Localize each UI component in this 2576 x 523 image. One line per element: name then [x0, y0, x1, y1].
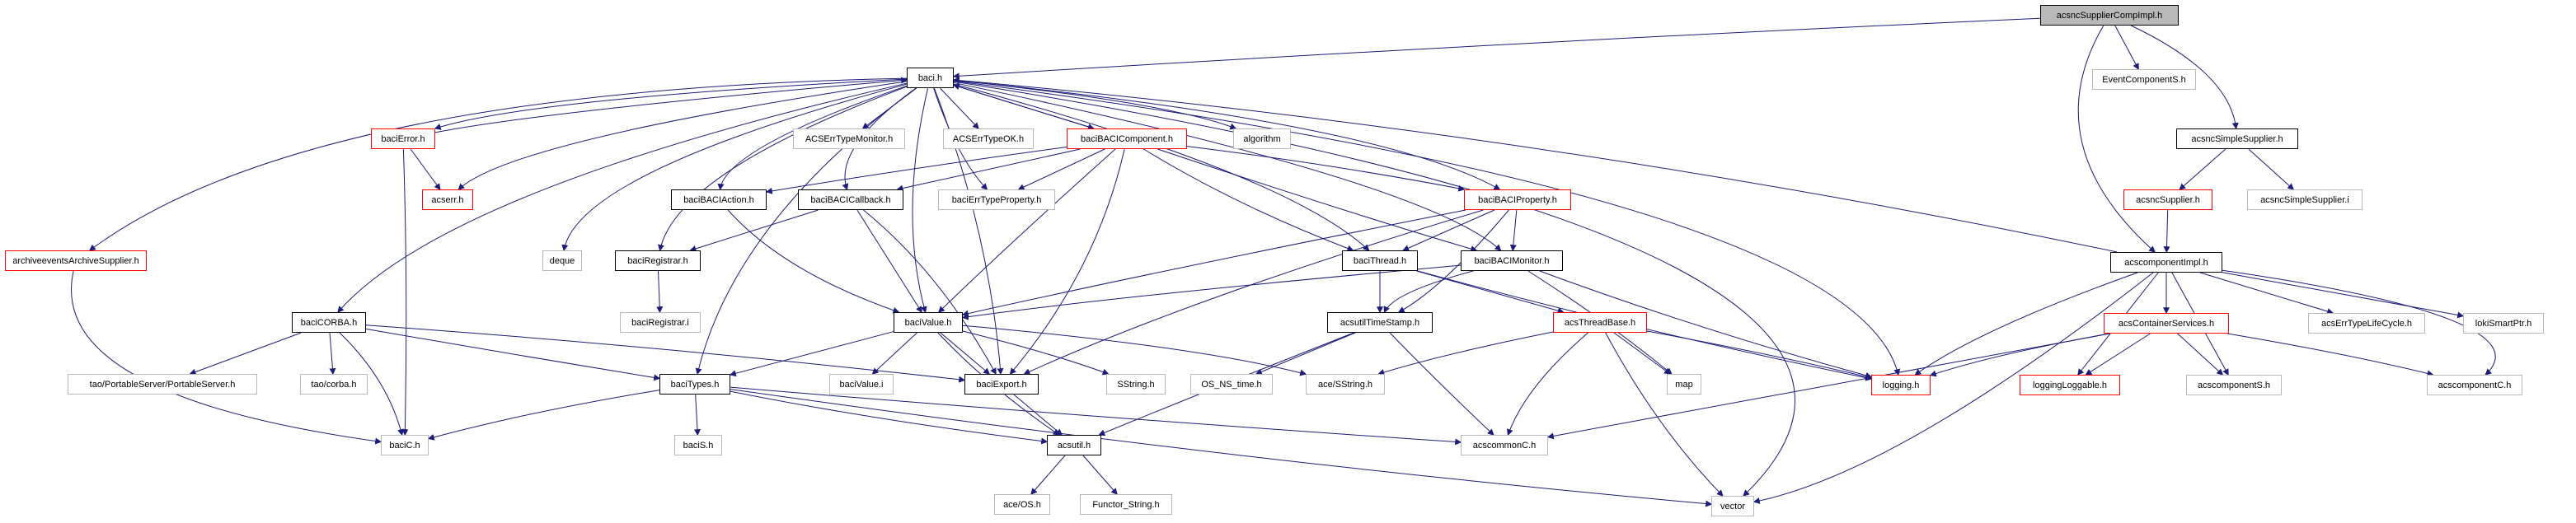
node-bacitypes-h[interactable] — [659, 374, 730, 395]
node-acscomponentc-h — [2427, 375, 2522, 395]
node-label: baciBACIMonitor.h — [1474, 255, 1550, 266]
node-label: acsncSupplierCompImpl.h — [2056, 10, 2163, 21]
node-acscomponentimpl-h[interactable] — [2110, 252, 2222, 273]
edge-baci-h-to-bacivalue-h — [913, 88, 928, 312]
node-logging-h[interactable] — [1871, 375, 1931, 395]
node-label: acsutil.h — [1057, 440, 1091, 451]
edge-acsncsuppliercompimpl-h-to-acscomponentimpl-h — [2078, 26, 2155, 252]
node-label: baciTypes.h — [670, 379, 720, 390]
node-bacierror-h[interactable] — [371, 128, 435, 149]
edge-bacibacicomponent-h-to-bacierrtypeproperty-h — [1019, 149, 1105, 189]
node-label: baciError.h — [381, 133, 425, 144]
edge-bacitypes-h-to-vector — [730, 390, 1711, 505]
edge-acscomponentimpl-h-to-baci-h — [951, 80, 2117, 252]
node-bacivalue-i — [829, 374, 894, 395]
node-label: Functor_String.h — [1092, 499, 1160, 510]
edge-acsncsimplesupplier-h-to-acsncsupplier-h — [2180, 149, 2226, 189]
node-bacibacicomponent-h[interactable] — [1067, 128, 1187, 149]
node-label: acsncSupplier.h — [2136, 194, 2200, 205]
node-label: algorithm — [1243, 133, 1281, 144]
node-functor-string-h — [1080, 494, 1172, 515]
edge-bacibacicomponent-h-to-bacivalue-h — [939, 149, 1115, 312]
edge-bacivalue-h-to-ace-sstring-h — [963, 325, 1306, 374]
node-label: baciValue.h — [904, 317, 952, 328]
edge-bacivalue-h-to-bacivalue-i — [873, 333, 917, 374]
node-label: tao/corba.h — [311, 379, 357, 390]
edge-baci-h-to-bacibaciproperty-h — [954, 80, 1499, 189]
edge-bacibacicallback-h-to-baciexport-h — [863, 210, 996, 374]
node-label: baciS.h — [683, 440, 714, 451]
node-acscomponents-h — [2186, 375, 2282, 395]
edge-bacicorba-h-to-tao-portableserver-portableserver-h — [190, 333, 302, 374]
node-label: acscomponentImpl.h — [2124, 257, 2208, 268]
node-baciexport-h[interactable] — [964, 374, 1039, 395]
node-bacibacimonitor-h[interactable] — [1461, 250, 1563, 271]
node-acserrtypeok-h — [943, 128, 1034, 149]
node-algorithm — [1233, 128, 1291, 149]
node-label: acsncSimpleSupplier.i — [2260, 194, 2349, 205]
edge-bacivalue-h-to-baciexport-h — [941, 333, 989, 374]
edge-acsthreadbase-h-to-ace-sstring-h — [1378, 332, 1553, 374]
edge-baci-h-to-algorithm — [954, 80, 1236, 128]
edge-acscontainerservices-h-to-acscomponents-h — [2178, 334, 2223, 375]
edge-bacibacicomponent-h-to-bacibacicallback-h — [898, 149, 1081, 189]
node-label: acsutilTimeStamp.h — [1340, 317, 1420, 328]
node-tao-portableserver-portableserver-h — [68, 374, 257, 395]
node-archiveeventsarchivesupplier-h[interactable] — [5, 250, 147, 271]
edge-bacierror-h-to-baci-h — [435, 80, 907, 133]
node-label: lokiSmartPtr.h — [2475, 318, 2532, 329]
edge-acsncsuppliercompimpl-h-to-baci-h — [954, 18, 2040, 76]
node-label: baciRegistrar.i — [631, 317, 689, 328]
edge-acsncsupplier-h-to-acscomponentimpl-h — [2166, 210, 2167, 252]
node-label: OS_NS_time.h — [1201, 379, 1262, 390]
edge-baci-h-to-acserrtypeok-h — [940, 88, 978, 128]
edge-acsutiltimestamp-h-to-os-ns-time-h — [1256, 333, 1355, 374]
edge-bacibacicallback-h-to-baciregistrar-h — [691, 210, 819, 250]
edge-acsthreadbase-h-to-map — [1614, 333, 1670, 374]
node-label: logging.h — [1882, 380, 1920, 390]
node-baciregistrar-i — [620, 312, 701, 333]
node-label: ace/OS.h — [1003, 499, 1041, 510]
node-acserrtypelifecycle-h — [2308, 313, 2425, 334]
node-label: vector — [1720, 501, 1745, 511]
edge-baci-h-to-baciregistrar-h — [660, 86, 907, 250]
node-label: baciThread.h — [1353, 255, 1407, 266]
edge-acsutil-h-to-ace-os-h — [1031, 455, 1065, 494]
node-label: baciBACIProperty.h — [1478, 194, 1557, 205]
node-acscommonc-h — [1461, 435, 1548, 455]
node-acsncsimplesupplier-h[interactable] — [2176, 128, 2298, 149]
node-vector — [1711, 496, 1754, 516]
node-sstring-h — [1106, 374, 1166, 395]
node-label: acserr.h — [431, 194, 464, 205]
node-baci-h[interactable] — [907, 68, 954, 88]
edge-bacibacicomponent-h-to-bacithread-h — [1143, 149, 1353, 250]
edge-baciregistrar-h-to-baciregistrar-i — [659, 271, 660, 312]
node-acscontainerservices-h[interactable] — [2104, 313, 2229, 334]
edge-bacivalue-h-to-bacitypes-h — [730, 332, 894, 375]
edge-acscontainerservices-h-to-acscomponentc-h — [2227, 334, 2433, 375]
edge-archiveeventsarchivesupplier-h-to-bacic-h — [72, 271, 381, 441]
node-label: baciC.h — [389, 440, 420, 451]
node-label: baciBACICallback.h — [810, 194, 891, 205]
node-label: EventComponentS.h — [2102, 74, 2186, 85]
node-label: acscomponentS.h — [2197, 380, 2271, 390]
edge-bacicorba-h-to-tao-corba-h — [330, 333, 333, 374]
edge-acscomponentimpl-h-to-lokismartptr-h — [2222, 273, 2463, 316]
edge-bacitypes-h-to-acsutil-h — [730, 391, 1047, 441]
node-label: acscomponentC.h — [2438, 380, 2512, 390]
edge-bacibaciproperty-h-to-bacibacimonitor-h — [1513, 210, 1517, 250]
node-bacicorba-h[interactable] — [292, 312, 366, 333]
node-label: acsncSimpleSupplier.h — [2191, 133, 2283, 144]
edge-bacitypes-h-to-acscommonc-h — [730, 387, 1461, 442]
edge-acsutil-h-to-functor-string-h — [1083, 455, 1117, 494]
node-os-ns-time-h — [1190, 374, 1273, 395]
edge-bacibacicomponent-h-to-bacibaciproperty-h — [1187, 147, 1464, 189]
edge-bacitypes-h-to-bacis-h — [696, 395, 698, 435]
node-label: baciErrTypeProperty.h — [951, 194, 1042, 205]
node-bacibacicallback-h[interactable] — [798, 189, 903, 210]
node-ace-sstring-h — [1306, 374, 1385, 395]
node-label: archiveeventsArchiveSupplier.h — [12, 255, 139, 266]
node-acsthreadbase-h[interactable] — [1553, 312, 1647, 333]
node-label: acsErrTypeLifeCycle.h — [2320, 318, 2413, 329]
edge-acscomponentimpl-h-to-acserrtypelifecycle-h — [2200, 273, 2333, 313]
node-bacithread-h[interactable] — [1342, 250, 1418, 271]
node-label: acscommonC.h — [1472, 440, 1537, 451]
node-bacibaciproperty-h[interactable] — [1464, 189, 1571, 210]
edge-acsthreadbase-h-to-vector — [1606, 333, 1723, 496]
node-acsutil-h[interactable] — [1047, 435, 1101, 455]
node-acsncsupplier-h[interactable] — [2123, 189, 2212, 210]
node-bacibaciaction-h[interactable] — [671, 189, 767, 210]
node-baciregistrar-h[interactable] — [615, 250, 701, 271]
node-tao-corba-h — [300, 374, 368, 395]
node-bacierrtypeproperty-h — [938, 189, 1055, 210]
node-label: loggingLoggable.h — [2033, 380, 2107, 390]
node-label: ACSErrTypeOK.h — [952, 133, 1025, 144]
node-label: baciExport.h — [976, 379, 1027, 390]
node-acsncsimplesupplier-i — [2247, 189, 2363, 210]
edge-acscontainerservices-h-to-loggingloggable-h — [2086, 334, 2151, 375]
edge-acsncsimplesupplier-h-to-acsncsimplesupplier-i — [2249, 149, 2293, 189]
node-label: baciValue.i — [839, 379, 884, 390]
edge-bacibaciproperty-h-to-baciexport-h — [1025, 210, 1484, 374]
node-label: baciRegistrar.h — [627, 255, 688, 266]
node-loggingloggable-h[interactable] — [2020, 375, 2120, 395]
node-label: baciCORBA.h — [300, 317, 358, 328]
node-label: baciBACIComponent.h — [1081, 133, 1173, 144]
node-label: ACSErrTypeMonitor.h — [805, 133, 894, 144]
node-label: SString.h — [1117, 379, 1155, 390]
node-ace-os-h — [994, 494, 1050, 515]
node-acserrtypemonitor-h — [793, 128, 905, 149]
edge-bacibacicomponent-h-to-baci-h — [954, 85, 1094, 128]
node-acsutiltimestamp-h[interactable] — [1327, 312, 1433, 333]
node-deque — [542, 250, 582, 271]
node-bacis-h — [674, 435, 722, 455]
edge-bacierror-h-to-bacic-h — [403, 149, 406, 435]
node-label: map — [1675, 379, 1693, 390]
edge-bacibaciaction-h-to-bacivalue-h — [728, 210, 899, 312]
node-lokismartptr-h — [2463, 313, 2544, 334]
edge-bacibacicallback-h-to-bacivalue-h — [857, 210, 922, 312]
node-label: deque — [549, 255, 575, 266]
edge-bacithread-h-to-acsthreadbase-h — [1417, 271, 1564, 312]
node-label: baciBACIAction.h — [683, 194, 754, 205]
node-label: acsThreadBase.h — [1564, 317, 1636, 328]
node-eventcomponents-h — [2092, 69, 2196, 90]
node-bacic-h — [381, 435, 429, 455]
node-bacivalue-h[interactable] — [894, 312, 963, 333]
node-map — [1667, 374, 1701, 395]
edge-baci-h-to-archiveeventsarchivesupplier-h — [90, 78, 907, 250]
node-acsncsuppliercompimpl-h[interactable] — [2040, 5, 2179, 26]
node-label: tao/PortableServer/PortableServer.h — [89, 379, 236, 390]
node-label: acsContainerServices.h — [2118, 318, 2215, 329]
node-acserr-h[interactable] — [422, 189, 473, 210]
edge-bacitypes-h-to-bacic-h — [429, 390, 659, 439]
edge-bacierror-h-to-acserr-h — [411, 149, 440, 189]
edge-acsncsuppliercompimpl-h-to-eventcomponents-h — [2115, 26, 2139, 69]
node-label: ace/SString.h — [1317, 379, 1373, 390]
edge-acsthreadbase-h-to-acscommonc-h — [1508, 333, 1588, 435]
node-label: baci.h — [917, 72, 943, 83]
